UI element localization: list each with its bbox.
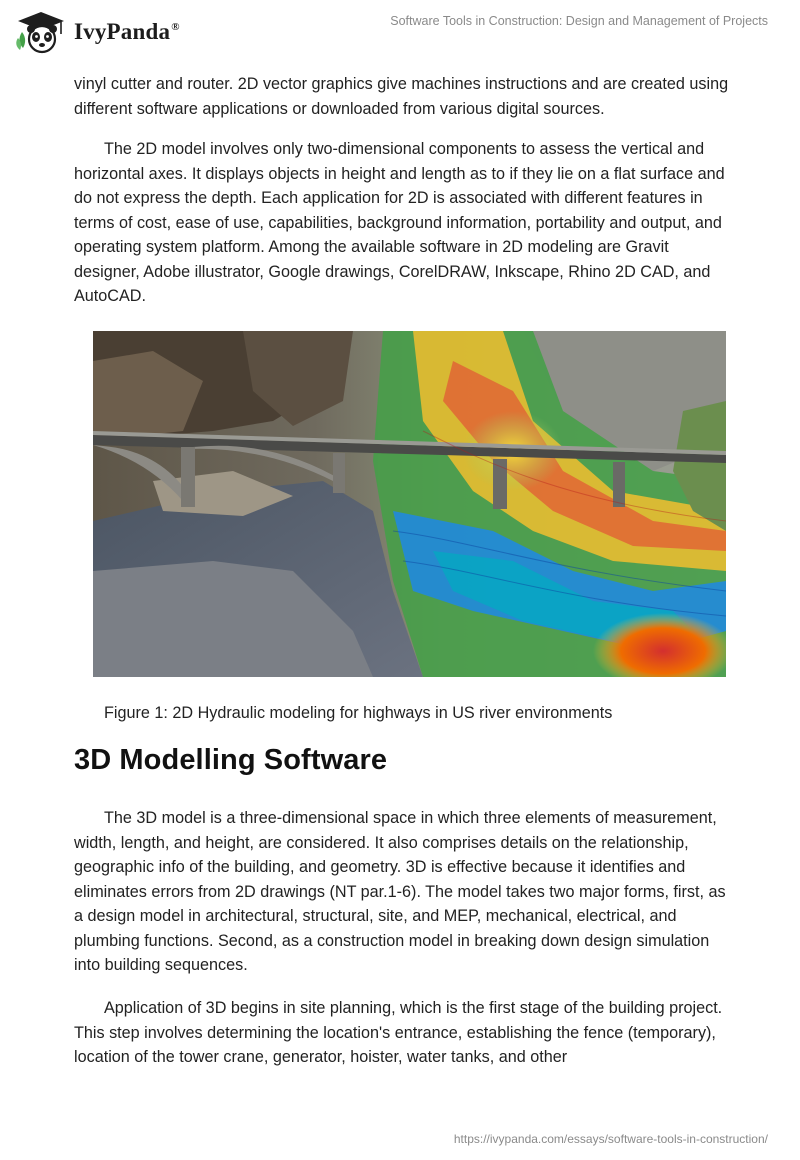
- figure-caption: Figure 1: 2D Hydraulic modeling for highways in US river environments: [104, 704, 613, 722]
- brand-logo[interactable]: [14, 10, 204, 54]
- paragraph-3d-model: The 3D model is a three-dimensional space in which three elements of measurement, width, length, and height, are considered. It also comprises details on the relationship, geographic info of the building, and geometry. 3D is effective because it identifies and eliminates errors from 2D drawings (NT par.1-6). The model takes two major forms, first, as a design model in architectural, structural, site, and MEP, mechanical, electrical, and plumbing functions. Second, as a construction model in breaking down design simulation into building sequences.: [74, 809, 726, 974]
- brand-name: IvyPanda®: [74, 19, 180, 44]
- figure-hydraulic-model-image: [93, 331, 726, 677]
- panda-graduate-icon: [14, 10, 68, 54]
- page-header: [0, 0, 800, 64]
- paragraph-2d-model: The 2D model involves only two-dimensional components to assess the vertical and horizontal axes. It displays objects in height and length as to if they lie on a flat surface and do not express the depth. Each application for 2D is associated with different features in terms of cost, ease of use, capabilities, background information, portability and output, and operating system platform. Among the available software in 2D modeling are Gravit designer, Adobe illustrator, Google drawings, CorelDRAW, Inkscape, Rhino 2D CAD, and AutoCAD.: [74, 140, 725, 305]
- section-heading-3d-modelling: 3D Modelling Software: [74, 744, 388, 776]
- paragraph-vector-graphics: vinyl cutter and router. 2D vector graphics give machines instructions and are created using different software applications or downloaded from various digital sources.: [74, 75, 729, 118]
- hydraulic-model-illustration: [93, 331, 726, 677]
- footer-source-link[interactable]: https://ivypanda.com/essays/software-tools-in-construction/: [453, 1132, 768, 1146]
- document-title: Software Tools in Construction: Design and Management of Projects: [390, 14, 768, 28]
- paragraph-3d-application: Application of 3D begins in site planning, which is the first stage of the building project. This step involves determining the location's entrance, establishing the fence (temporary), location of the tower crane, generator, hoister, water tanks, and other: [74, 999, 723, 1066]
